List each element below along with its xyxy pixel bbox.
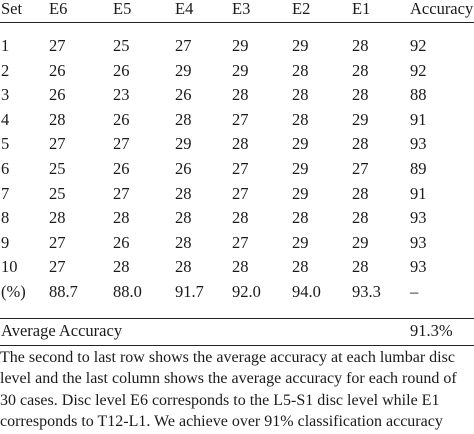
table-cell: 29 — [232, 36, 249, 55]
caption-line: 30 cases. Disc level E6 corresponds to the L5-S1 disc level while E1 — [0, 391, 440, 409]
caption-line: level and the last column shows the average accuracy for each round of — [0, 370, 457, 388]
table-cell: 9 — [1, 232, 10, 252]
column-header: Accuracy — [410, 0, 474, 18]
table-cell: 26 — [113, 232, 130, 252]
table-cell: 28 — [352, 183, 369, 203]
table-cell: 28 — [352, 134, 369, 154]
percent-cell: (%) — [1, 282, 26, 301]
table-cell: 28 — [175, 257, 192, 277]
table-cell: 28 — [175, 232, 192, 252]
table-cell: 28 — [232, 208, 249, 228]
table-cell: 92 — [410, 36, 427, 55]
table-cell: 92 — [410, 60, 427, 80]
table-cell: 3 — [1, 85, 10, 105]
table-cell: 29 — [175, 134, 192, 154]
table-cell: 27 — [49, 134, 66, 154]
table-cell: 29 — [292, 183, 309, 203]
table-cell: 28 — [352, 208, 369, 228]
table-cell: 91 — [410, 109, 427, 129]
average-rule — [0, 318, 474, 319]
column-header: E6 — [49, 0, 68, 18]
table-bottom-rule — [0, 345, 474, 346]
percent-cell: 93.3 — [352, 282, 381, 301]
header-rule — [0, 22, 474, 23]
table-cell: 26 — [113, 159, 130, 178]
table-cell: 28 — [175, 208, 192, 228]
percent-cell: 94.0 — [292, 282, 321, 301]
table-cell: 28 — [292, 60, 309, 80]
table-cell: 89 — [410, 159, 427, 178]
table-cell: 6 — [1, 159, 10, 178]
table-cell: 28 — [292, 208, 309, 228]
table-cell: 25 — [113, 36, 130, 55]
table-cell: 25 — [49, 183, 66, 203]
average-accuracy-value: 91.3% — [410, 321, 453, 340]
table-cell: 26 — [175, 159, 192, 178]
table-cell: 27 — [352, 159, 369, 178]
table-cell: 4 — [1, 109, 10, 129]
table-cell: 26 — [175, 85, 192, 105]
table-cell: 29 — [292, 232, 309, 252]
table-cell: 26 — [113, 60, 130, 80]
table-cell: 26 — [113, 109, 130, 129]
percent-cell: – — [410, 282, 419, 301]
percent-cell: 91.7 — [175, 282, 204, 301]
table-cell: 28 — [113, 257, 130, 277]
caption-line: The second to last row shows the average accuracy at each lumbar disc — [0, 349, 455, 366]
table-cell: 27 — [49, 36, 66, 55]
table-cell: 29 — [175, 60, 192, 80]
percent-cell: 88.0 — [113, 282, 142, 301]
table-cell: 27 — [232, 109, 249, 129]
table-cell: 29 — [352, 109, 369, 129]
table-cell: 26 — [49, 60, 66, 80]
table-cell: 27 — [232, 159, 249, 178]
table-cell: 10 — [1, 257, 18, 277]
percent-cell: 92.0 — [232, 282, 261, 301]
table-cell: 29 — [352, 232, 369, 252]
table-caption — [0, 347, 474, 432]
table-cell: 93 — [410, 257, 427, 277]
table-cell: 29 — [232, 60, 249, 80]
table-cell: 28 — [232, 85, 249, 105]
table-cell: 28 — [175, 109, 192, 129]
table-cell: 29 — [292, 159, 309, 178]
table-cell: 7 — [1, 183, 10, 203]
table-cell: 29 — [292, 134, 309, 154]
column-header: E5 — [113, 0, 132, 18]
table-cell: 26 — [49, 85, 66, 105]
table-cell: 28 — [352, 257, 369, 277]
table-cell: 23 — [113, 85, 130, 105]
table-cell: 88 — [410, 85, 427, 105]
table-cell: 27 — [113, 183, 130, 203]
column-header: E3 — [232, 0, 251, 18]
table-cell: 28 — [232, 257, 249, 277]
table-cell: 28 — [175, 183, 192, 203]
table-cell: 27 — [49, 257, 66, 277]
table-cell: 93 — [410, 232, 427, 252]
table-cell: 8 — [1, 208, 10, 228]
column-header: E4 — [175, 0, 194, 18]
table-cell: 93 — [410, 208, 427, 228]
table-cell: 2 — [1, 60, 10, 80]
table-cell: 27 — [49, 232, 66, 252]
table-cell: 93 — [410, 134, 427, 154]
table-cell: 5 — [1, 134, 10, 154]
table-cell: 28 — [113, 208, 130, 228]
table-cell: 29 — [292, 36, 309, 55]
percent-cell: 88.7 — [49, 282, 78, 301]
table-cell: 27 — [175, 36, 192, 55]
table-cell: 27 — [113, 134, 130, 154]
table-cell: 25 — [49, 159, 66, 178]
table-cell: 91 — [410, 183, 427, 203]
table-cell: 27 — [232, 232, 249, 252]
table-cell: 28 — [292, 109, 309, 129]
average-accuracy-label: Average Accuracy — [1, 321, 123, 340]
table-cell: 1 — [1, 36, 10, 55]
table-cell: 28 — [232, 134, 249, 154]
table-cell: 28 — [352, 36, 369, 55]
table-cell: 28 — [292, 257, 309, 277]
table-cell: 28 — [292, 85, 309, 105]
table-cell: 28 — [352, 60, 369, 80]
column-header: E2 — [292, 0, 311, 18]
table-cell: 27 — [232, 183, 249, 203]
table-cell: 28 — [49, 208, 66, 228]
caption-line: corresponds to T12-L1. We achieve over 91% classification accuracy — [0, 412, 443, 430]
table-cell: 28 — [49, 109, 66, 129]
column-header: E1 — [352, 0, 371, 18]
table-cell: 28 — [352, 85, 369, 105]
column-header: Set — [1, 0, 23, 18]
